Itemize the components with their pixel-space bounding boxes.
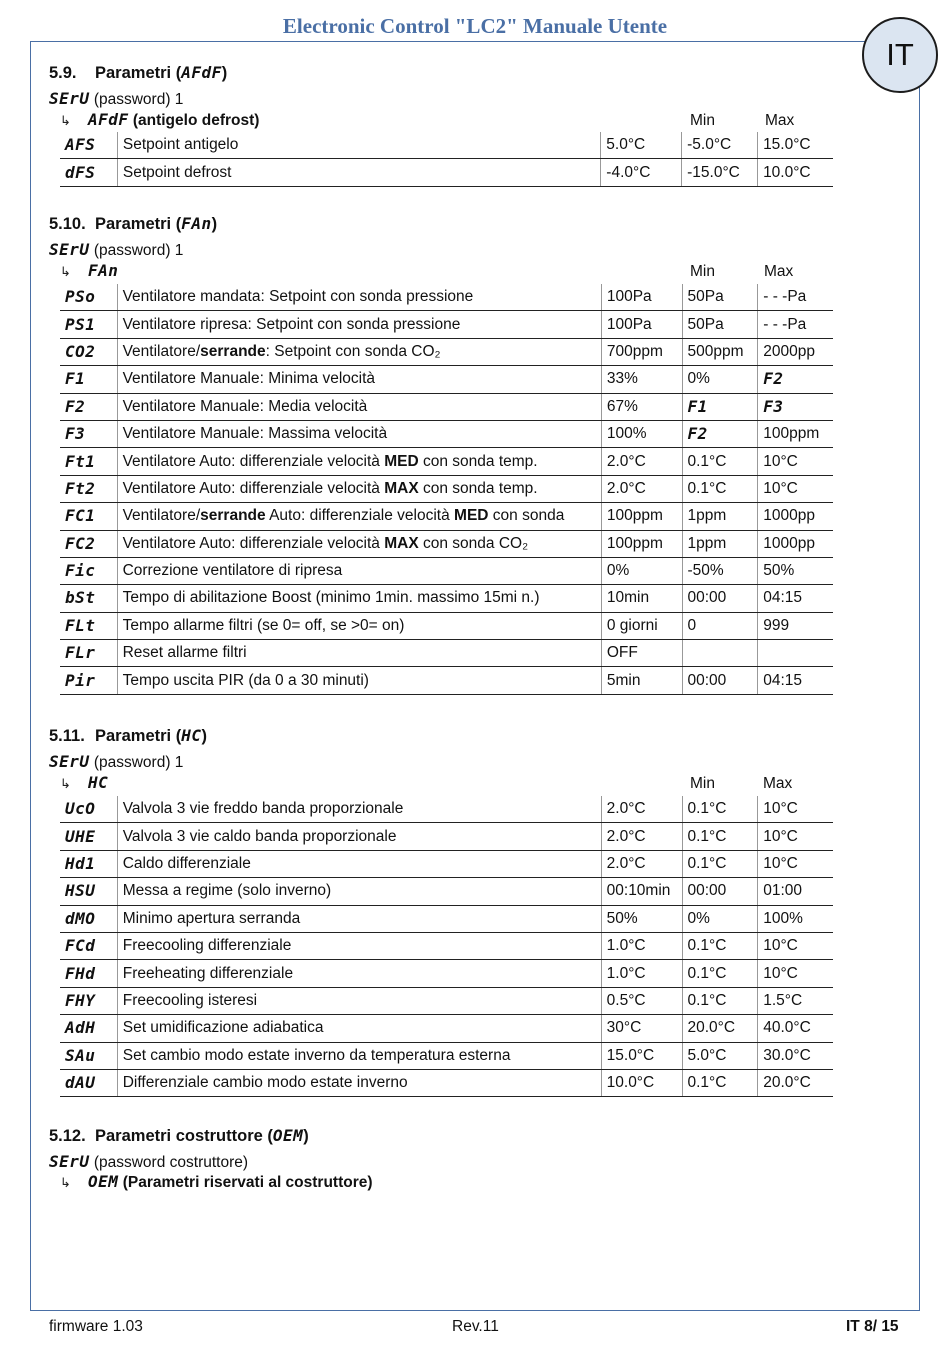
param-description-cell: Ventilatore Auto: differenziale velocità MAX con sonda CO₂ <box>117 530 601 557</box>
param-description-cell: Freecooling isteresi <box>117 987 601 1014</box>
param-code-cell: UHE <box>60 823 117 850</box>
table-row <box>60 1069 833 1096</box>
param-min-cell: 20.0°C <box>682 1015 758 1042</box>
param-code-cell: dFS <box>60 159 117 186</box>
param-value-cell: 67% <box>601 393 682 420</box>
param-value-cell: 50% <box>601 905 682 932</box>
param-code-cell: PSo <box>60 284 117 311</box>
param-description-cell: Set cambio modo estate inverno da temperatura esterna <box>117 1042 601 1069</box>
param-value-cell: 100Pa <box>601 311 682 338</box>
param-min-cell: 0.1°C <box>682 475 758 502</box>
service-password-line: SErU (password) 1 <box>49 89 184 108</box>
param-value-cell: 700ppm <box>601 338 682 365</box>
param-max-cell: 2000pp <box>758 338 833 365</box>
param-description-cell: Freeheating differenziale <box>117 960 601 987</box>
param-description-cell: Set umidificazione adiabatica <box>117 1015 601 1042</box>
footer-page-number: IT 8/ 15 <box>846 1318 899 1335</box>
param-max-cell: 10°C <box>758 932 833 959</box>
param-max-cell: 15.0°C <box>758 132 833 159</box>
param-value-cell: 10min <box>601 585 682 612</box>
param-min-cell: F2 <box>682 420 758 447</box>
submenu-arrow-icon: ↳ <box>60 776 71 791</box>
param-description-cell: Minimo apertura serranda <box>117 905 601 932</box>
param-code-cell: F1 <box>60 366 117 393</box>
param-value-cell: 100% <box>601 420 682 447</box>
min-header: Min <box>690 263 715 280</box>
table-row <box>60 366 833 393</box>
param-max-cell: F2 <box>758 366 833 393</box>
table-row <box>60 448 833 475</box>
param-code-cell: Fic <box>60 557 117 584</box>
param-code-cell: F2 <box>60 393 117 420</box>
param-max-cell: 10°C <box>758 960 833 987</box>
param-max-cell: 10°C <box>758 850 833 877</box>
submenu-arrow-icon: ↳ <box>60 1175 71 1190</box>
section-heading-5-12: 5.12. Parametri costruttore (OEM) <box>49 1126 309 1145</box>
param-value-cell: 1.0°C <box>601 932 682 959</box>
param-description-cell: Ventilatore Manuale: Massima velocità <box>117 420 601 447</box>
param-description-cell: Valvola 3 vie freddo banda proporzionale <box>117 796 601 823</box>
table-row <box>60 987 833 1014</box>
table-row <box>60 905 833 932</box>
param-value-cell: 1.0°C <box>601 960 682 987</box>
param-value-cell: 0 giorni <box>601 612 682 639</box>
param-description-cell: Setpoint defrost <box>117 159 600 186</box>
param-max-cell: 40.0°C <box>758 1015 833 1042</box>
param-min-cell: 50Pa <box>682 311 758 338</box>
param-value-cell: 10.0°C <box>601 1069 682 1096</box>
param-description-cell: Ventilatore Manuale: Minima velocità <box>117 366 601 393</box>
table-row <box>60 796 833 823</box>
param-value-cell: 5min <box>601 667 682 694</box>
param-max-cell: 04:15 <box>758 667 833 694</box>
param-description-cell: Caldo differenziale <box>117 850 601 877</box>
param-min-cell: 0.1°C <box>682 823 758 850</box>
submenu-line: ↳ FAn <box>60 261 119 280</box>
params-table-hc <box>60 796 833 1097</box>
param-code: AFdF <box>181 63 222 82</box>
param-code-cell: FLr <box>60 640 117 667</box>
section-heading-5-11: 5.11. Parametri (HC) <box>49 726 207 745</box>
param-value-cell: 2.0°C <box>601 850 682 877</box>
table-row <box>60 667 833 694</box>
param-code-cell: AFS <box>60 132 117 159</box>
param-max-cell: 100% <box>758 905 833 932</box>
param-description-cell: Ventilatore/serrande: Setpoint con sonda CO₂ <box>117 338 601 365</box>
param-code-cell: AdH <box>60 1015 117 1042</box>
param-max-cell: 100ppm <box>758 420 833 447</box>
param-code-cell: UcO <box>60 796 117 823</box>
param-min-cell: 0% <box>682 366 758 393</box>
footer-revision: Rev.11 <box>452 1318 499 1335</box>
param-min-cell: 0.1°C <box>682 850 758 877</box>
service-password-line: SErU (password costruttore) <box>49 1152 249 1171</box>
param-value-cell: -4.0°C <box>601 159 682 186</box>
table-row <box>60 640 833 667</box>
param-value-cell: 2.0°C <box>601 823 682 850</box>
param-value-cell: 2.0°C <box>601 796 682 823</box>
param-min-cell: 0.1°C <box>682 932 758 959</box>
param-value-cell: 33% <box>601 366 682 393</box>
param-description-cell: Reset allarme filtri <box>117 640 601 667</box>
table-row <box>60 284 833 311</box>
param-code-cell: FLt <box>60 612 117 639</box>
footer-firmware: firmware 1.03 <box>49 1318 143 1335</box>
table-row <box>60 132 833 159</box>
min-header: Min <box>690 775 715 792</box>
param-min-cell: 00:00 <box>682 585 758 612</box>
table-row <box>60 960 833 987</box>
param-value-cell: 100Pa <box>601 284 682 311</box>
param-max-cell: 10°C <box>758 475 833 502</box>
param-max-cell: 10°C <box>758 823 833 850</box>
param-max-cell: 30.0°C <box>758 1042 833 1069</box>
param-value-cell: 5.0°C <box>601 132 682 159</box>
param-code-cell: Pir <box>60 667 117 694</box>
param-min-cell: 0.1°C <box>682 796 758 823</box>
section-heading-5-10: 5.10. Parametri (FAn) <box>49 214 218 233</box>
table-row <box>60 393 833 420</box>
param-code-cell: PS1 <box>60 311 117 338</box>
param-code: OEM <box>272 1126 304 1145</box>
param-min-cell: 00:00 <box>682 667 758 694</box>
param-min-cell: -15.0°C <box>682 159 758 186</box>
param-description-cell: Tempo uscita PIR (da 0 a 30 minuti) <box>117 667 601 694</box>
param-code-cell: HSU <box>60 878 117 905</box>
param-value-cell: 00:10min <box>601 878 682 905</box>
param-max-cell: 10°C <box>758 796 833 823</box>
param-max-cell: 1000pp <box>758 503 833 530</box>
param-description-cell: Messa a regime (solo inverno) <box>117 878 601 905</box>
param-min-cell: 0.1°C <box>682 1069 758 1096</box>
param-code-cell: FC1 <box>60 503 117 530</box>
param-description-cell: Ventilatore mandata: Setpoint con sonda pressione <box>117 284 601 311</box>
param-max-cell: 10.0°C <box>758 159 833 186</box>
param-description-cell: Tempo allarme filtri (se 0= off, se >0= on) <box>117 612 601 639</box>
param-max-cell: 04:15 <box>758 585 833 612</box>
param-min-cell: F1 <box>682 393 758 420</box>
param-min-cell <box>682 640 758 667</box>
param-description-cell: Ventilatore/serrande Auto: differenziale velocità MED con sonda <box>117 503 601 530</box>
param-value-cell: 30°C <box>601 1015 682 1042</box>
param-min-cell: -5.0°C <box>682 132 758 159</box>
param-max-cell: F3 <box>758 393 833 420</box>
param-code-cell: FHd <box>60 960 117 987</box>
service-password-line: SErU (password) 1 <box>49 240 184 259</box>
param-max-cell: - - -Pa <box>758 284 833 311</box>
param-min-cell: 0 <box>682 612 758 639</box>
param-value-cell: 100ppm <box>601 503 682 530</box>
param-value-cell: 0% <box>601 557 682 584</box>
max-header: Max <box>765 112 795 129</box>
param-value-cell: OFF <box>601 640 682 667</box>
service-password-line: SErU (password) 1 <box>49 752 184 771</box>
param-description-cell: Ventilatore ripresa: Setpoint con sonda pressione <box>117 311 601 338</box>
param-min-cell: 0.1°C <box>682 448 758 475</box>
footer-divider <box>30 1310 920 1311</box>
param-min-cell: 500ppm <box>682 338 758 365</box>
param-max-cell: 50% <box>758 557 833 584</box>
param-value-cell: 0.5°C <box>601 987 682 1014</box>
table-row <box>60 585 833 612</box>
table-row <box>60 311 833 338</box>
param-description-cell: Setpoint antigelo <box>117 132 600 159</box>
section-heading-5-9: 5.9. Parametri (AFdF) <box>49 63 228 82</box>
param-description-cell: Ventilatore Auto: differenziale velocità MAX con sonda temp. <box>117 475 601 502</box>
document-header-title: Electronic Control "LC2" Manuale Utente <box>282 14 668 38</box>
param-code-cell: F3 <box>60 420 117 447</box>
table-row <box>60 612 833 639</box>
param-code-cell: Ft2 <box>60 475 117 502</box>
param-description-cell: Ventilatore Auto: differenziale velocità MED con sonda temp. <box>117 448 601 475</box>
table-row <box>60 878 833 905</box>
param-min-cell: 1ppm <box>682 503 758 530</box>
param-min-cell: 1ppm <box>682 530 758 557</box>
param-min-cell: 0% <box>682 905 758 932</box>
table-row <box>60 557 833 584</box>
min-header: Min <box>690 112 715 129</box>
language-badge: IT <box>862 17 938 93</box>
param-max-cell: 01:00 <box>758 878 833 905</box>
table-row <box>60 823 833 850</box>
submenu-arrow-icon: ↳ <box>60 264 71 279</box>
param-code-cell: CO2 <box>60 338 117 365</box>
param-code-cell: Ft1 <box>60 448 117 475</box>
param-code: FAn <box>181 214 212 233</box>
param-max-cell: 999 <box>758 612 833 639</box>
param-min-cell: 00:00 <box>682 878 758 905</box>
params-table-fan <box>60 284 833 695</box>
param-code-cell: FHY <box>60 987 117 1014</box>
param-description-cell: Correzione ventilatore di ripresa <box>117 557 601 584</box>
max-header: Max <box>764 263 794 280</box>
param-description-cell: Tempo di abilitazione Boost (minimo 1min. massimo 15mi n.) <box>117 585 601 612</box>
param-min-cell: 50Pa <box>682 284 758 311</box>
param-code-cell: FCd <box>60 932 117 959</box>
param-min-cell: 0.1°C <box>682 987 758 1014</box>
table-row <box>60 338 833 365</box>
param-max-cell: 10°C <box>758 448 833 475</box>
param-max-cell <box>758 640 833 667</box>
table-row <box>60 503 833 530</box>
param-value-cell: 2.0°C <box>601 475 682 502</box>
param-value-cell: 15.0°C <box>601 1042 682 1069</box>
param-code-cell: dMO <box>60 905 117 932</box>
params-table-afdf <box>60 132 833 187</box>
table-row <box>60 530 833 557</box>
param-description-cell: Ventilatore Manuale: Media velocità <box>117 393 601 420</box>
table-row <box>60 1015 833 1042</box>
param-description-cell: Freecooling differenziale <box>117 932 601 959</box>
param-min-cell: 0.1°C <box>682 960 758 987</box>
param-code-cell: FC2 <box>60 530 117 557</box>
submenu-line: ↳ HC <box>60 773 109 792</box>
table-row <box>60 932 833 959</box>
param-min-cell: -50% <box>682 557 758 584</box>
param-min-cell: 5.0°C <box>682 1042 758 1069</box>
param-value-cell: 100ppm <box>601 530 682 557</box>
param-max-cell: - - -Pa <box>758 311 833 338</box>
table-row <box>60 1042 833 1069</box>
param-code-cell: bSt <box>60 585 117 612</box>
max-header: Max <box>763 775 793 792</box>
param-max-cell: 20.0°C <box>758 1069 833 1096</box>
param-max-cell: 1000pp <box>758 530 833 557</box>
table-row <box>60 159 833 186</box>
param-max-cell: 1.5°C <box>758 987 833 1014</box>
param-code-cell: Hd1 <box>60 850 117 877</box>
param-code: HC <box>181 726 202 745</box>
submenu-line: ↳ OEM (Parametri riservati al costruttore) <box>60 1172 373 1191</box>
table-row <box>60 850 833 877</box>
param-code-cell: dAU <box>60 1069 117 1096</box>
param-code-cell: SAu <box>60 1042 117 1069</box>
submenu-arrow-icon: ↳ <box>60 113 71 128</box>
table-row <box>60 420 833 447</box>
table-row <box>60 475 833 502</box>
param-value-cell: 2.0°C <box>601 448 682 475</box>
param-description-cell: Valvola 3 vie caldo banda proporzionale <box>117 823 601 850</box>
submenu-line: ↳ AFdF (antigelo defrost) <box>60 110 260 129</box>
param-description-cell: Differenziale cambio modo estate inverno <box>117 1069 601 1096</box>
